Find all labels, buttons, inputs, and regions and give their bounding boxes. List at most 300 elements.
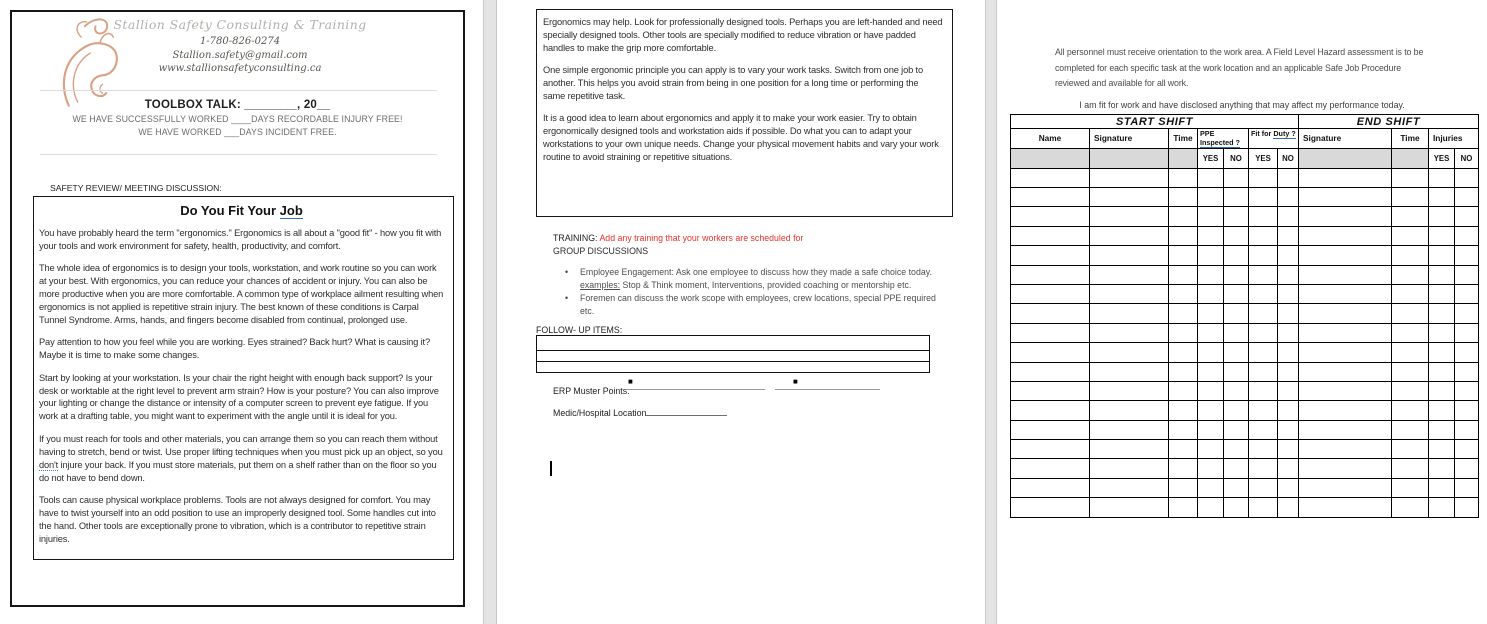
empty-cell[interactable] xyxy=(1455,207,1479,226)
empty-cell[interactable] xyxy=(1090,207,1169,226)
table-row xyxy=(1011,265,1479,284)
grammar-flagged-word[interactable]: don't xyxy=(39,459,59,470)
paragraph: You have probably heard the term "ergonomics." Ergonomics is all about a "good fit" - how you fit with your tools and work environment for safety, health, productivity, and comfort. xyxy=(39,228,442,251)
follow-up-label: FOLLOW- UP ITEMS: xyxy=(536,325,623,335)
empty-cell[interactable] xyxy=(1169,304,1198,323)
bullet-item xyxy=(565,292,937,318)
table-row xyxy=(1011,304,1479,323)
empty-cell[interactable] xyxy=(1169,362,1198,381)
document-page-2[interactable] xyxy=(497,0,985,624)
medic-location-label: Medic/Hospital Location xyxy=(553,408,647,418)
empty-cell[interactable] xyxy=(1278,265,1299,284)
empty-cell[interactable] xyxy=(1299,362,1392,381)
injuries-column-header: Injuries xyxy=(1429,129,1479,149)
shift-table-body xyxy=(1011,168,1479,517)
empty-cell[interactable] xyxy=(1429,207,1455,226)
erp-muster-field-1[interactable] xyxy=(626,377,765,390)
empty-cell[interactable] xyxy=(1299,226,1392,245)
empty-cell[interactable] xyxy=(1249,187,1278,206)
empty-cell[interactable] xyxy=(1224,304,1249,323)
empty-cell[interactable] xyxy=(1169,187,1198,206)
empty-cell[interactable] xyxy=(1249,207,1278,226)
empty-cell[interactable] xyxy=(1011,401,1090,420)
empty-cell[interactable] xyxy=(1429,187,1455,206)
table-row xyxy=(1011,168,1479,187)
empty-cell[interactable] xyxy=(1090,440,1169,459)
empty-cell[interactable] xyxy=(1299,207,1392,226)
empty-cell[interactable] xyxy=(1278,207,1299,226)
empty-cell[interactable] xyxy=(1392,323,1429,342)
empty-cell[interactable] xyxy=(1392,478,1429,497)
empty-cell[interactable] xyxy=(1455,304,1479,323)
empty-cell[interactable] xyxy=(1299,478,1392,497)
empty-cell[interactable] xyxy=(1278,381,1299,400)
empty-cell[interactable] xyxy=(1455,498,1479,517)
empty-cell[interactable] xyxy=(1429,478,1455,497)
empty-cell[interactable] xyxy=(1169,440,1198,459)
divider xyxy=(40,90,437,91)
start-shift-header: START SHIFT xyxy=(1011,115,1299,129)
empty-cell[interactable] xyxy=(1392,187,1429,206)
empty-cell[interactable] xyxy=(1392,440,1429,459)
empty-cell[interactable] xyxy=(1169,401,1198,420)
shaded-cell xyxy=(1169,148,1198,168)
letterhead xyxy=(95,17,385,76)
empty-cell[interactable] xyxy=(1278,478,1299,497)
signature-column-header: Signature xyxy=(1090,129,1169,149)
empty-cell[interactable] xyxy=(1299,168,1392,187)
empty-cell[interactable] xyxy=(1224,401,1249,420)
end-signature-column-header: Signature xyxy=(1299,129,1392,149)
empty-cell[interactable] xyxy=(1011,304,1090,323)
empty-cell[interactable] xyxy=(1224,459,1249,478)
article-title xyxy=(39,203,444,218)
empty-cell[interactable] xyxy=(1090,304,1169,323)
article-box-continued[interactable] xyxy=(536,9,953,217)
empty-cell[interactable] xyxy=(1249,284,1278,303)
name-column-header: Name xyxy=(1011,129,1090,149)
empty-cell[interactable] xyxy=(1224,284,1249,303)
safety-review-label: SAFETY REVIEW/ MEETING DISCUSSION: xyxy=(50,183,222,193)
empty-cell[interactable] xyxy=(1169,420,1198,439)
paragraph xyxy=(39,433,444,485)
empty-cell[interactable] xyxy=(1278,343,1299,362)
empty-cell[interactable] xyxy=(1198,168,1224,187)
article-title-link[interactable]: Job xyxy=(279,203,303,218)
empty-cell[interactable] xyxy=(1198,401,1224,420)
empty-cell[interactable] xyxy=(1198,187,1224,206)
empty-cell[interactable] xyxy=(1169,265,1198,284)
paragraph: It is a good idea to learn about ergonomics and apply it to make your work easier. Try to obtain ergonomically designed tools and workstation aids if possible. Do what you can to adapt your workstations to your own unique needs. Change your physical movement habits and vary your work routine to avoid straining or repetitive situations. xyxy=(543,113,939,163)
article-box[interactable] xyxy=(33,196,454,560)
empty-cell[interactable] xyxy=(1011,343,1090,362)
paragraph-text: injure your back. If you must store materials, put them on a shelf rather than on the floor so you do not have to bend down. xyxy=(39,459,437,483)
empty-cell[interactable] xyxy=(1169,459,1198,478)
empty-cell[interactable] xyxy=(1249,226,1278,245)
empty-cell[interactable] xyxy=(1090,187,1169,206)
empty-cell[interactable] xyxy=(1090,362,1169,381)
ppe-inspected-header xyxy=(1198,129,1249,149)
empty-cell[interactable] xyxy=(1198,440,1224,459)
empty-cell[interactable] xyxy=(1249,323,1278,342)
empty-cell[interactable] xyxy=(1455,284,1479,303)
empty-cell[interactable] xyxy=(1198,362,1224,381)
empty-cell[interactable] xyxy=(1429,498,1455,517)
empty-cell[interactable] xyxy=(1090,420,1169,439)
empty-cell[interactable] xyxy=(1198,381,1224,400)
end-time-column-header: Time xyxy=(1392,129,1429,149)
empty-cell[interactable] xyxy=(1278,323,1299,342)
empty-cell[interactable] xyxy=(1090,168,1169,187)
empty-cell[interactable] xyxy=(1090,401,1169,420)
empty-cell[interactable] xyxy=(1169,498,1198,517)
orientation-paragraph: All personnel must receive orientation to the work area. A Field Level Hazard assessment is to be completed for each specific task at the work location and an applicable Safe Job Procedure reviewed and available for all work. xyxy=(1055,47,1424,89)
empty-cell[interactable] xyxy=(1011,187,1090,206)
shaded-cell xyxy=(1011,148,1090,168)
empty-cell[interactable] xyxy=(1198,478,1224,497)
follow-up-row[interactable] xyxy=(537,336,929,350)
empty-cell[interactable] xyxy=(1455,401,1479,420)
paragraph: Tools can cause physical workplace problems. Tools are not always designed for comfort. You may have to twist yourself into an odd position to use an improperly designed tool. Some handles cut into the hand. Other tools are exceptionally prone to vibration, which is a contributor to repetitive strain injuries. xyxy=(39,494,436,544)
empty-cell[interactable] xyxy=(1198,459,1224,478)
table-row xyxy=(1011,323,1479,342)
empty-cell[interactable] xyxy=(1455,226,1479,245)
table-row xyxy=(1011,420,1479,439)
empty-cell[interactable] xyxy=(1299,323,1392,342)
shaded-cell xyxy=(1090,148,1169,168)
table-row xyxy=(1011,478,1479,497)
empty-cell[interactable] xyxy=(1299,265,1392,284)
empty-cell[interactable] xyxy=(1224,478,1249,497)
page-gap xyxy=(483,0,497,624)
empty-cell[interactable] xyxy=(1090,265,1169,284)
empty-cell[interactable] xyxy=(1299,498,1392,517)
empty-cell[interactable] xyxy=(1455,246,1479,265)
empty-cell[interactable] xyxy=(1198,420,1224,439)
empty-cell[interactable] xyxy=(1455,343,1479,362)
empty-cell[interactable] xyxy=(1392,362,1429,381)
empty-cell[interactable] xyxy=(1011,168,1090,187)
empty-cell[interactable] xyxy=(1392,498,1429,517)
shaded-cell xyxy=(1392,148,1429,168)
empty-cell[interactable] xyxy=(1299,304,1392,323)
bullet-text: Foremen can discuss the work scope with employees, crew locations, special PPE required etc. xyxy=(580,293,936,316)
document-page-3[interactable] xyxy=(997,0,1487,624)
empty-cell[interactable] xyxy=(1169,207,1198,226)
empty-cell[interactable] xyxy=(1278,420,1299,439)
empty-cell[interactable] xyxy=(1455,381,1479,400)
table-row xyxy=(1011,362,1479,381)
empty-cell[interactable] xyxy=(1392,343,1429,362)
empty-cell[interactable] xyxy=(1392,226,1429,245)
empty-cell[interactable] xyxy=(1392,401,1429,420)
text-cursor xyxy=(550,461,552,476)
empty-cell[interactable] xyxy=(1011,459,1090,478)
follow-up-row[interactable] xyxy=(537,350,929,361)
training-note: Add any training that your workers are scheduled for xyxy=(599,233,804,243)
checkbox-marker-icon: ■ xyxy=(793,377,798,386)
empty-cell[interactable] xyxy=(1198,498,1224,517)
medic-location-line xyxy=(553,407,727,418)
medic-location-field[interactable] xyxy=(646,407,727,416)
empty-cell[interactable] xyxy=(1278,168,1299,187)
empty-cell[interactable] xyxy=(1249,459,1278,478)
empty-cell[interactable] xyxy=(1429,323,1455,342)
empty-cell[interactable] xyxy=(1249,304,1278,323)
empty-cell[interactable] xyxy=(1198,284,1224,303)
discussion-bullets xyxy=(565,266,937,318)
article-title-text: Do You Fit Your xyxy=(180,203,280,218)
empty-cell[interactable] xyxy=(1011,420,1090,439)
empty-cell[interactable] xyxy=(1090,323,1169,342)
bullet-line-2: Stop & Think moment, Interventions, provided coaching or mentorship etc. xyxy=(620,280,912,290)
empty-cell[interactable] xyxy=(1169,284,1198,303)
empty-cell[interactable] xyxy=(1224,207,1249,226)
time-column-header: Time xyxy=(1169,129,1198,149)
empty-cell[interactable] xyxy=(1198,226,1224,245)
toolbox-talk-line[interactable]: TOOLBOX TALK: ________, 20__ xyxy=(144,99,331,111)
empty-cell[interactable] xyxy=(1224,323,1249,342)
recordable-injury-line: WE HAVE SUCCESSFULLY WORKED ____DAYS RECORDABLE INJURY FREE! xyxy=(72,114,403,124)
duty-link[interactable]: Duty ? xyxy=(1273,129,1296,138)
empty-cell[interactable] xyxy=(1198,265,1224,284)
empty-cell[interactable] xyxy=(1249,401,1278,420)
empty-cell[interactable] xyxy=(1224,265,1249,284)
empty-cell[interactable] xyxy=(1011,323,1090,342)
table-row xyxy=(1011,246,1479,265)
checkbox-marker-icon: ■ xyxy=(628,377,633,386)
empty-cell[interactable] xyxy=(1249,478,1278,497)
ppe-label: PPE xyxy=(1200,129,1215,138)
empty-cell[interactable] xyxy=(1198,343,1224,362)
empty-cell[interactable] xyxy=(1392,246,1429,265)
empty-cell[interactable] xyxy=(1011,284,1090,303)
fit-for-work-line: I am fit for work and have disclosed anything that may affect my performance today. xyxy=(1079,100,1405,110)
empty-cell[interactable] xyxy=(1249,343,1278,362)
empty-cell[interactable] xyxy=(1299,187,1392,206)
empty-cell[interactable] xyxy=(1090,381,1169,400)
empty-cell[interactable] xyxy=(1249,265,1278,284)
table-row xyxy=(1011,284,1479,303)
empty-cell[interactable] xyxy=(1011,478,1090,497)
bullet-item xyxy=(565,266,937,292)
empty-cell[interactable] xyxy=(1224,343,1249,362)
empty-cell[interactable] xyxy=(1429,381,1455,400)
empty-cell[interactable] xyxy=(1429,459,1455,478)
empty-cell[interactable] xyxy=(1249,246,1278,265)
empty-cell[interactable] xyxy=(1090,246,1169,265)
empty-cell[interactable] xyxy=(1090,284,1169,303)
paragraph: The whole idea of ergonomics is to design your tools, workstation, and work routine so you can work at your best. With ergonomics, you can reduce your chances of accident or injury. You can also be more productive when you are more comfortable. A common type of workplace ailment resulting when ergonomics is not applied is repetitive strain injury. The best known of these conditions is Carpal Tunnel Syndrome. Arms, hands, and fingers become disabled from continual, prolonged use. xyxy=(39,263,444,325)
empty-cell[interactable] xyxy=(1278,459,1299,478)
empty-cell[interactable] xyxy=(1198,207,1224,226)
empty-cell[interactable] xyxy=(1278,304,1299,323)
paragraph: Ergonomics may help. Look for professionally designed tools. Perhaps you are left-handed and need specially designed tools. Other tools are specially modified to reduce vibration or have padded handles to make the grip more comfortable. xyxy=(543,17,943,53)
empty-cell[interactable] xyxy=(1299,284,1392,303)
shift-sign-in-table xyxy=(1010,114,1479,518)
empty-cell[interactable] xyxy=(1198,323,1224,342)
table-row xyxy=(1011,401,1479,420)
follow-up-row[interactable] xyxy=(537,361,929,372)
empty-cell[interactable] xyxy=(1429,304,1455,323)
bullet-icon: • xyxy=(565,267,569,277)
empty-cell[interactable] xyxy=(1169,246,1198,265)
empty-cell[interactable] xyxy=(1299,381,1392,400)
erp-muster-label: ERP Muster Points: xyxy=(553,386,630,396)
empty-cell[interactable] xyxy=(1224,362,1249,381)
empty-cell[interactable] xyxy=(1299,440,1392,459)
empty-cell[interactable] xyxy=(1429,401,1455,420)
empty-cell[interactable] xyxy=(1455,420,1479,439)
empty-cell[interactable] xyxy=(1169,323,1198,342)
empty-cell[interactable] xyxy=(1090,498,1169,517)
empty-cell[interactable] xyxy=(1011,265,1090,284)
empty-cell[interactable] xyxy=(1249,440,1278,459)
empty-cell[interactable] xyxy=(1169,168,1198,187)
empty-cell[interactable] xyxy=(1169,343,1198,362)
table-row xyxy=(1011,343,1479,362)
empty-cell[interactable] xyxy=(1392,304,1429,323)
empty-cell[interactable] xyxy=(1392,459,1429,478)
company-email: Stallion.safety@gmail.com xyxy=(172,49,308,61)
empty-cell[interactable] xyxy=(1455,440,1479,459)
empty-cell[interactable] xyxy=(1224,381,1249,400)
empty-cell[interactable] xyxy=(1011,226,1090,245)
empty-cell[interactable] xyxy=(1011,381,1090,400)
empty-cell[interactable] xyxy=(1455,478,1479,497)
group-discussions-label: GROUP DISCUSSIONS xyxy=(553,246,649,256)
table-row xyxy=(1011,381,1479,400)
ppe-inspected-link[interactable]: Inspected ? xyxy=(1200,137,1240,147)
empty-cell[interactable] xyxy=(1249,498,1278,517)
empty-cell[interactable] xyxy=(1278,246,1299,265)
empty-cell[interactable] xyxy=(1224,246,1249,265)
fit-for-label: Fit for xyxy=(1251,129,1274,138)
empty-cell[interactable] xyxy=(1224,498,1249,517)
company-name: Stallion Safety Consulting & Training xyxy=(113,17,367,32)
empty-cell[interactable] xyxy=(1429,440,1455,459)
empty-cell[interactable] xyxy=(1429,284,1455,303)
table-row xyxy=(1011,440,1479,459)
empty-cell[interactable] xyxy=(1299,420,1392,439)
empty-cell[interactable] xyxy=(1090,459,1169,478)
empty-cell[interactable] xyxy=(1011,498,1090,517)
paragraph-text: If you must reach for tools and other materials, you can arrange them so you can reach them without having to stretch, bend or twist. Use proper lifting techniques when you must pick up an object, so you xyxy=(39,433,443,457)
empty-cell[interactable] xyxy=(1169,226,1198,245)
empty-cell[interactable] xyxy=(1392,420,1429,439)
empty-cell[interactable] xyxy=(1011,440,1090,459)
empty-cell[interactable] xyxy=(1224,226,1249,245)
empty-cell[interactable] xyxy=(1455,459,1479,478)
empty-cell[interactable] xyxy=(1249,362,1278,381)
empty-cell[interactable] xyxy=(1299,459,1392,478)
empty-cell[interactable] xyxy=(1090,226,1169,245)
empty-cell[interactable] xyxy=(1392,381,1429,400)
training-label: TRAINING: xyxy=(553,233,600,243)
divider xyxy=(40,154,437,155)
empty-cell[interactable] xyxy=(1278,284,1299,303)
empty-cell[interactable] xyxy=(1392,207,1429,226)
document-page-1[interactable] xyxy=(0,0,483,624)
shaded-cell xyxy=(1299,148,1392,168)
bullet-text xyxy=(580,266,932,292)
empty-cell[interactable] xyxy=(1090,478,1169,497)
erp-muster-field-2[interactable] xyxy=(775,377,880,390)
empty-cell[interactable] xyxy=(1278,187,1299,206)
empty-cell[interactable] xyxy=(1198,246,1224,265)
empty-cell[interactable] xyxy=(1299,343,1392,362)
empty-cell[interactable] xyxy=(1429,265,1455,284)
table-row xyxy=(1011,226,1479,245)
empty-cell[interactable] xyxy=(1278,401,1299,420)
empty-cell[interactable] xyxy=(1299,246,1392,265)
follow-up-table xyxy=(536,335,930,373)
fit-for-duty-header xyxy=(1249,129,1299,149)
empty-cell[interactable] xyxy=(1249,420,1278,439)
empty-cell[interactable] xyxy=(1455,362,1479,381)
empty-cell[interactable] xyxy=(1169,478,1198,497)
empty-cell[interactable] xyxy=(1299,401,1392,420)
empty-cell[interactable] xyxy=(1011,246,1090,265)
paragraph: One simple ergonomic principle you can apply is to vary your work tasks. Switch from one job to another. This helps you avoid strain from being in one position for a long time or performing the same repetitive task. xyxy=(543,65,924,102)
empty-cell[interactable] xyxy=(1429,420,1455,439)
empty-cell[interactable] xyxy=(1429,246,1455,265)
duty-yes-header: YES xyxy=(1249,148,1278,168)
empty-cell[interactable] xyxy=(1224,420,1249,439)
empty-cell[interactable] xyxy=(1429,343,1455,362)
empty-cell[interactable] xyxy=(1198,304,1224,323)
empty-cell[interactable] xyxy=(1455,187,1479,206)
bullet-line-1: Employee Engagement: Ask one employee to discuss how they made a safe choice today. xyxy=(580,267,932,277)
injuries-yes-header: YES xyxy=(1429,148,1455,168)
bullet-icon: • xyxy=(565,293,569,303)
empty-cell[interactable] xyxy=(1090,343,1169,362)
empty-cell[interactable] xyxy=(1278,226,1299,245)
empty-cell[interactable] xyxy=(1392,265,1429,284)
end-shift-header: END SHIFT xyxy=(1299,115,1479,129)
empty-cell[interactable] xyxy=(1224,440,1249,459)
empty-cell[interactable] xyxy=(1224,168,1249,187)
empty-cell[interactable] xyxy=(1455,265,1479,284)
table-row xyxy=(1011,498,1479,517)
examples-label: examples: xyxy=(580,280,621,290)
company-website: www.stallionsafetyconsulting.ca xyxy=(158,63,322,74)
empty-cell[interactable] xyxy=(1011,207,1090,226)
injuries-no-header: NO xyxy=(1455,148,1479,168)
training-line xyxy=(553,233,803,243)
page-gap xyxy=(985,0,997,624)
empty-cell[interactable] xyxy=(1429,168,1455,187)
empty-cell[interactable] xyxy=(1224,187,1249,206)
table-row xyxy=(1011,459,1479,478)
empty-cell[interactable] xyxy=(1278,498,1299,517)
empty-cell[interactable] xyxy=(1278,362,1299,381)
ppe-no-header: NO xyxy=(1224,148,1249,168)
empty-cell[interactable] xyxy=(1169,381,1198,400)
empty-cell[interactable] xyxy=(1011,362,1090,381)
empty-cell[interactable] xyxy=(1392,168,1429,187)
empty-cell[interactable] xyxy=(1249,168,1278,187)
empty-cell[interactable] xyxy=(1455,168,1479,187)
ppe-yes-header: YES xyxy=(1198,148,1224,168)
empty-cell[interactable] xyxy=(1429,226,1455,245)
empty-cell[interactable] xyxy=(1455,323,1479,342)
empty-cell[interactable] xyxy=(1278,440,1299,459)
duty-no-header: NO xyxy=(1278,148,1299,168)
empty-cell[interactable] xyxy=(1392,284,1429,303)
empty-cell[interactable] xyxy=(1429,362,1455,381)
empty-cell[interactable] xyxy=(1249,381,1278,400)
